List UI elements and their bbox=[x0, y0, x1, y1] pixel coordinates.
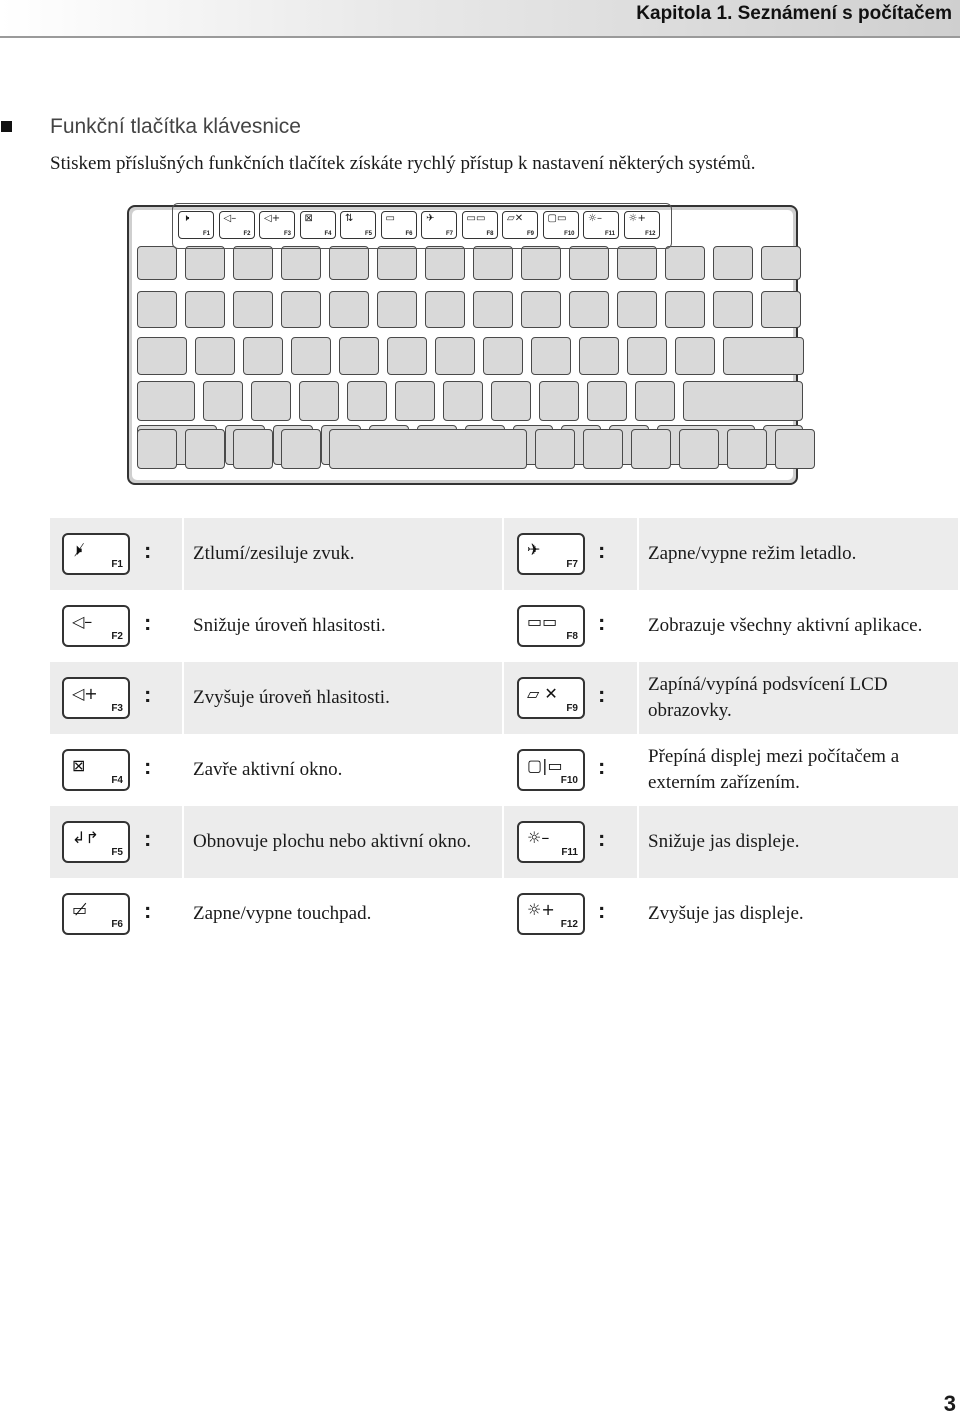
key-label: F12 bbox=[560, 919, 578, 930]
keyboard-key bbox=[435, 337, 475, 375]
keyboard-key bbox=[521, 291, 561, 328]
fn-key-label: F12 bbox=[645, 231, 656, 237]
separator-colon: : bbox=[144, 610, 152, 635]
display-switch-icon: ▢▭ bbox=[547, 213, 567, 224]
keyboard-key bbox=[713, 246, 753, 280]
key-label: F4 bbox=[111, 775, 123, 786]
keyboard-key bbox=[137, 246, 177, 280]
keyboard-key bbox=[233, 429, 273, 469]
keyboard-key bbox=[521, 246, 561, 280]
keyboard-key bbox=[233, 246, 273, 280]
keyboard-key bbox=[617, 246, 657, 280]
fn-key-label: F4 bbox=[324, 231, 332, 237]
keyboard-key bbox=[137, 381, 195, 421]
keyboard-key bbox=[569, 291, 609, 328]
keyboard-key bbox=[137, 291, 177, 328]
keyboard-key bbox=[665, 291, 705, 328]
keyboard-key bbox=[535, 429, 575, 469]
keyboard-key bbox=[579, 337, 619, 375]
brightness-down-icon: ☼– bbox=[588, 213, 602, 224]
page-number: 3 bbox=[943, 1391, 956, 1416]
fn-key-label: F6 bbox=[405, 231, 413, 237]
keyboard-fn-key-f2 bbox=[219, 211, 255, 239]
column-divider bbox=[182, 734, 184, 806]
separator-colon: : bbox=[598, 682, 606, 707]
column-divider bbox=[502, 734, 504, 806]
backlight-off-icon: ▱✕ bbox=[507, 213, 524, 224]
keyboard-key bbox=[683, 381, 803, 421]
column-divider bbox=[182, 806, 184, 878]
backlight-off-icon: ▱ ✕ bbox=[527, 684, 558, 703]
separator-colon: : bbox=[144, 754, 152, 779]
keyboard-key bbox=[347, 381, 387, 421]
keyboard-key bbox=[203, 381, 243, 421]
intro-text: Stiskem příslušných funkčních tlačítek získáte rychlý přístup k nastavení některých systémů. bbox=[50, 153, 756, 174]
key-label: F7 bbox=[566, 559, 578, 570]
fn-key-label: F8 bbox=[486, 231, 494, 237]
column-divider bbox=[637, 806, 639, 878]
keyboard-key bbox=[185, 291, 225, 328]
fn-key-label: F1 bbox=[202, 231, 210, 237]
keyboard-key bbox=[727, 429, 767, 469]
keyboard-body bbox=[132, 210, 793, 480]
separator-colon: : bbox=[598, 898, 606, 923]
column-divider bbox=[182, 590, 184, 662]
keyboard-key bbox=[491, 381, 531, 421]
key-f4 bbox=[62, 749, 130, 791]
column-divider bbox=[182, 878, 184, 950]
function-description: Zavře aktivní okno. bbox=[193, 759, 343, 780]
key-f9 bbox=[517, 677, 585, 719]
separator-colon: : bbox=[144, 682, 152, 707]
brightness-up-icon: ☼+ bbox=[628, 213, 646, 224]
separator-colon: : bbox=[144, 826, 152, 851]
column-divider bbox=[637, 734, 639, 806]
column-divider bbox=[182, 518, 184, 590]
key-label: F9 bbox=[566, 703, 578, 714]
column-divider bbox=[502, 878, 504, 950]
function-description: Obnovuje plochu nebo aktivní okno. bbox=[193, 831, 472, 852]
keyboard-key bbox=[329, 291, 369, 328]
column-divider bbox=[182, 662, 184, 734]
fn-key-label: F2 bbox=[243, 231, 251, 237]
keyboard-key bbox=[329, 429, 527, 469]
keyboard-key bbox=[377, 291, 417, 328]
close-window-icon: ⊠ bbox=[72, 756, 86, 775]
keyboard-key bbox=[761, 246, 801, 280]
keyboard-fn-key-f7 bbox=[421, 211, 457, 239]
volume-down-icon: ◁– bbox=[223, 213, 237, 224]
fn-key-label: F9 bbox=[526, 231, 534, 237]
keyboard-key bbox=[473, 291, 513, 328]
keyboard-key bbox=[339, 337, 379, 375]
keyboard-key bbox=[723, 337, 804, 375]
column-divider bbox=[637, 518, 639, 590]
keyboard-key bbox=[569, 246, 609, 280]
keyboard-fn-key-f6 bbox=[381, 211, 417, 239]
key-f11 bbox=[517, 821, 585, 863]
display-switch-icon: ▢|▭ bbox=[527, 756, 563, 775]
volume-up-icon: ◁+ bbox=[72, 684, 98, 703]
airplane-icon: ✈ bbox=[527, 540, 541, 559]
function-description: Zvyšuje úroveň hlasitosti. bbox=[193, 687, 390, 708]
keyboard-key bbox=[299, 381, 339, 421]
chapter-title: Kapitola 1. Seznámení s počítačem bbox=[636, 3, 952, 24]
keyboard-key bbox=[775, 429, 815, 469]
key-f2 bbox=[62, 605, 130, 647]
function-description: Zapíná/vypíná podsvícení LCD obrazovky. bbox=[648, 674, 888, 721]
key-f5 bbox=[62, 821, 130, 863]
brightness-up-icon: ☼+ bbox=[527, 900, 555, 919]
volume-up-icon: ◁+ bbox=[264, 213, 281, 224]
keyboard-key bbox=[761, 291, 801, 328]
keyboard-key bbox=[425, 291, 465, 328]
keyboard-key bbox=[675, 337, 715, 375]
keyboard-key bbox=[377, 246, 417, 280]
keyboard-fn-key-f5 bbox=[340, 211, 376, 239]
keyboard-key bbox=[233, 291, 273, 328]
close-window-icon: ⊠ bbox=[304, 213, 313, 224]
keyboard-key bbox=[281, 246, 321, 280]
airplane-icon: ✈ bbox=[426, 213, 435, 224]
separator-colon: : bbox=[144, 538, 152, 563]
column-divider bbox=[637, 878, 639, 950]
section-title: Funkční tlačítka klávesnice bbox=[50, 115, 301, 138]
keyboard-key bbox=[587, 381, 627, 421]
keyboard-key bbox=[329, 246, 369, 280]
header-bar bbox=[0, 0, 960, 38]
keyboard-key bbox=[281, 291, 321, 328]
key-label: F10 bbox=[560, 775, 578, 786]
key-label: F6 bbox=[111, 919, 123, 930]
mute-icon: 🕨̸ bbox=[72, 540, 83, 559]
keyboard-key bbox=[531, 337, 571, 375]
function-description: Snižuje úroveň hlasitosti. bbox=[193, 615, 386, 636]
keyboard-fn-key-f9 bbox=[502, 211, 538, 239]
function-description: Zapne/vypne režim letadlo. bbox=[648, 543, 857, 564]
keyboard-fn-key-f11 bbox=[583, 211, 619, 239]
key-label: F2 bbox=[111, 631, 123, 642]
keyboard-fn-key-f4 bbox=[300, 211, 336, 239]
separator-colon: : bbox=[598, 826, 606, 851]
brightness-down-icon: ☼– bbox=[527, 828, 550, 847]
function-description: Zvyšuje jas displeje. bbox=[648, 903, 804, 924]
keyboard-key bbox=[539, 381, 579, 421]
keyboard-key bbox=[281, 429, 321, 469]
volume-down-icon: ◁– bbox=[72, 612, 93, 631]
keyboard-key bbox=[425, 246, 465, 280]
section-bullet bbox=[1, 121, 12, 132]
function-description: Zapne/vypne touchpad. bbox=[193, 903, 372, 924]
keyboard-key bbox=[679, 429, 719, 469]
keyboard-key bbox=[395, 381, 435, 421]
keyboard-key bbox=[665, 246, 705, 280]
keyboard-key bbox=[483, 337, 523, 375]
keyboard-key bbox=[617, 291, 657, 328]
column-divider bbox=[637, 662, 639, 734]
key-label: F8 bbox=[566, 631, 578, 642]
column-divider bbox=[502, 662, 504, 734]
keyboard-key bbox=[635, 381, 675, 421]
function-description: Přepíná displej mezi počítačem a externím zařízením. bbox=[648, 746, 900, 793]
column-divider bbox=[502, 590, 504, 662]
keyboard-key bbox=[631, 429, 671, 469]
keyboard-key bbox=[137, 429, 177, 469]
separator-colon: : bbox=[598, 610, 606, 635]
column-divider bbox=[502, 806, 504, 878]
keyboard-fn-key-f8 bbox=[462, 211, 498, 239]
column-divider bbox=[637, 590, 639, 662]
separator-colon: : bbox=[598, 754, 606, 779]
separator-colon: : bbox=[144, 898, 152, 923]
keyboard-key bbox=[251, 381, 291, 421]
touchpad-icon: ▭̸ bbox=[72, 900, 88, 919]
keyboard-fn-key-f12 bbox=[624, 211, 660, 239]
keyboard-key bbox=[473, 246, 513, 280]
separator-colon: : bbox=[598, 538, 606, 563]
keyboard-key bbox=[185, 246, 225, 280]
fn-key-label: F7 bbox=[445, 231, 453, 237]
keyboard-fn-key-f1 bbox=[178, 211, 214, 239]
keyboard-key bbox=[387, 337, 427, 375]
refresh-icon: ↲↱ bbox=[72, 828, 99, 847]
mute-icon: 🕨 bbox=[183, 213, 190, 224]
refresh-icon: ⇅ bbox=[345, 213, 354, 224]
keyboard-key bbox=[137, 337, 187, 375]
keyboard-key bbox=[185, 429, 225, 469]
key-f7 bbox=[517, 533, 585, 575]
fn-key-label: F5 bbox=[364, 231, 372, 237]
key-label: F5 bbox=[111, 847, 123, 858]
key-f12 bbox=[517, 893, 585, 935]
task-view-icon: ▭▭ bbox=[527, 612, 558, 631]
keyboard-key bbox=[583, 429, 623, 469]
key-label: F11 bbox=[561, 847, 578, 858]
keyboard-key bbox=[291, 337, 331, 375]
fn-key-label: F10 bbox=[564, 231, 575, 237]
key-f10 bbox=[517, 749, 585, 791]
key-f8 bbox=[517, 605, 585, 647]
key-f6 bbox=[62, 893, 130, 935]
function-description: Snižuje jas displeje. bbox=[648, 831, 800, 852]
key-label: F1 bbox=[111, 559, 123, 570]
key-f3 bbox=[62, 677, 130, 719]
fn-key-label: F3 bbox=[283, 231, 291, 237]
column-divider bbox=[502, 518, 504, 590]
function-description: Ztlumí/zesiluje zvuk. bbox=[193, 543, 355, 564]
touchpad-icon: ▭ bbox=[385, 213, 395, 224]
keyboard-fn-key-f10 bbox=[543, 211, 579, 239]
key-f1 bbox=[62, 533, 130, 575]
keyboard-key bbox=[243, 337, 283, 375]
keyboard-key bbox=[195, 337, 235, 375]
keyboard-fn-key-f3 bbox=[259, 211, 295, 239]
function-description: Zobrazuje všechny aktivní aplikace. bbox=[648, 615, 923, 636]
fn-key-label: F11 bbox=[604, 231, 615, 237]
keyboard-key bbox=[443, 381, 483, 421]
keyboard-key bbox=[627, 337, 667, 375]
key-label: F3 bbox=[111, 703, 123, 714]
keyboard-key bbox=[713, 291, 753, 328]
task-view-icon: ▭▭ bbox=[466, 213, 486, 224]
